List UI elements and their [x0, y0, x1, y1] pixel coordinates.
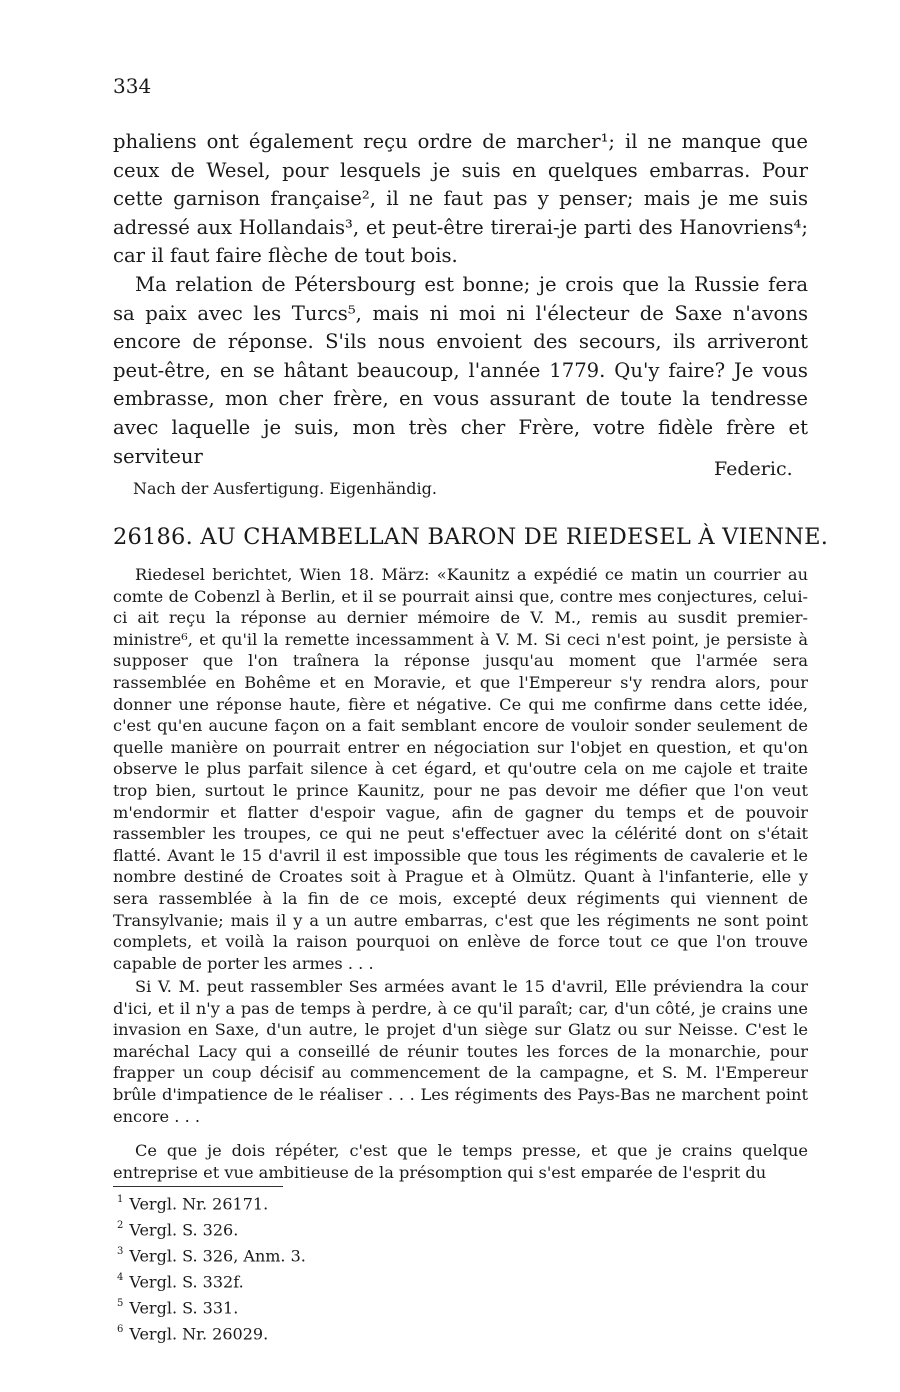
report-paragraph: Si V. M. peut rassembler Ses armées avant le 15 d'avril, Elle préviendra la cour d'ici, et il n'y a pas de temps à perdre, à ce qu'il paraît; car, d'un côté, je crains une invasion en Saxe, d'un autre, le projet d'un siège sur Glatz ou sur Neisse. C'est le maréchal Lacy qui a conseillé de réunir toutes les forces de la monarchie, pour frapper un coup décisif au commencement de la campagne, et S. M. l'Empereur brûle d'impatience de le réaliser . . . Les régiments des Pays-Bas ne marchent point encore . . . [113, 977, 808, 1126]
page-number: 334 [113, 74, 152, 98]
report-paragraph: Ce que je dois répéter, c'est que le temps presse, et que je crains quelque entreprise et vue ambitieuse de la présomption qui s'est emparée de l'esprit du [113, 1141, 808, 1182]
letter-paragraph: phaliens ont également reçu ordre de marcher¹; il ne manque que ceux de Wesel, pour lesquels je suis en quelques embarras. Pour cette garnison française², il ne faut pas y penser; mais je me suis adressé aux Hollandais³, et peut-être tirerai-je parti des Hanovriens⁴; car il faut faire flèche de tout bois. [113, 130, 808, 268]
footnote: $^5$ Vergl. S. 331. [117, 1297, 239, 1318]
letter-body [113, 128, 808, 471]
footnote: $^2$ Vergl. S. 326. [117, 1219, 239, 1240]
footnote: $^4$ Vergl. S. 332f. [117, 1271, 244, 1292]
footnote: $^3$ Vergl. S. 326, Anm. 3. [117, 1245, 306, 1266]
footnotes [117, 1190, 306, 1346]
letter-paragraph: Ma relation de Pétersbourg est bonne; je crois que la Russie fera sa paix avec les Turcs⁵, mais ni moi ni l'électeur de Saxe n'avons encore de réponse. S'ils nous envoient des secours, ils arriveront peut-être, en se hâtant beaucoup, l'année 1779. Qu'y faire? Je vous embrasse, mon cher frère, en vous assurant de toute la tendresse avec laquelle je suis, mon très cher Frère, votre fidèle frère et serviteur [113, 272, 808, 468]
footnote: $^6$ Vergl. Nr. 26029. [117, 1323, 269, 1343]
source-note: Nach der Ausfertigung. Eigenhändig. [133, 479, 437, 498]
footnote-separator [113, 1186, 283, 1187]
report-paragraph: Riedesel berichtet, Wien 18. März: «Kaunitz a expédié ce matin un courrier au comte de Cobenzl à Berlin, et il se pourrait ainsi que, contre mes conjectures, celui-ci ait reçu la réponse au dernier mémoire de V. M., remis au susdit premier-ministre⁶, et qu'il la remette incessamment à V. M. Si ceci n'est point, je persiste à supposer que l'on traînera la réponse jusqu'au moment que l'armée sera rassemblée en Bohême et en Moravie, et que l'Empereur s'y rendra alors, pour donner une réponse haute, fière et négative. Ce qui me confirme dans cette idée, c'est qu'en aucune façon on a fait semblant encore de vouloir sonder seulement de quelle manière on pourrait entrer en négociation sur l'objet en question, et qu'on observe le plus parfait silence à cet égard, et qu'outre cela on me cajole et traite trop bien, surtout le prince Kaunitz, pour ne pas devoir me défier que l'on veut m'endormir et flatter d'espoir vague, afin de gagner du temps et de pouvoir rassembler les troupes, ce qui ne peut s'effectuer avec la célérité dont on s'était flatté. Avant le 15 d'avril il est impossible que tous les régiments de cavalerie et le nombre destiné de Croates soit à Prague et à Olmütz. Quant à l'infanterie, elle y sera rassemblée à la fin de ce mois, excepté deux régiments qui viennent de Transylvanie; mais il y a un autre embarras, c'est que les régiments ne sont point complets, et voilà la raison pourquoi on enlève de force tout ce que l'on trouve capable de porter les armes . . . [113, 565, 808, 973]
report-body-2 [113, 976, 808, 1127]
report-body [113, 564, 808, 974]
letter-heading: 26186. AU CHAMBELLAN BARON DE RIEDESEL À VIENNE. [113, 524, 829, 550]
report-body-3 [113, 1140, 808, 1183]
signature: Federic. [714, 458, 793, 480]
footnote: $^1$ Vergl. Nr. 26171. [117, 1194, 269, 1214]
